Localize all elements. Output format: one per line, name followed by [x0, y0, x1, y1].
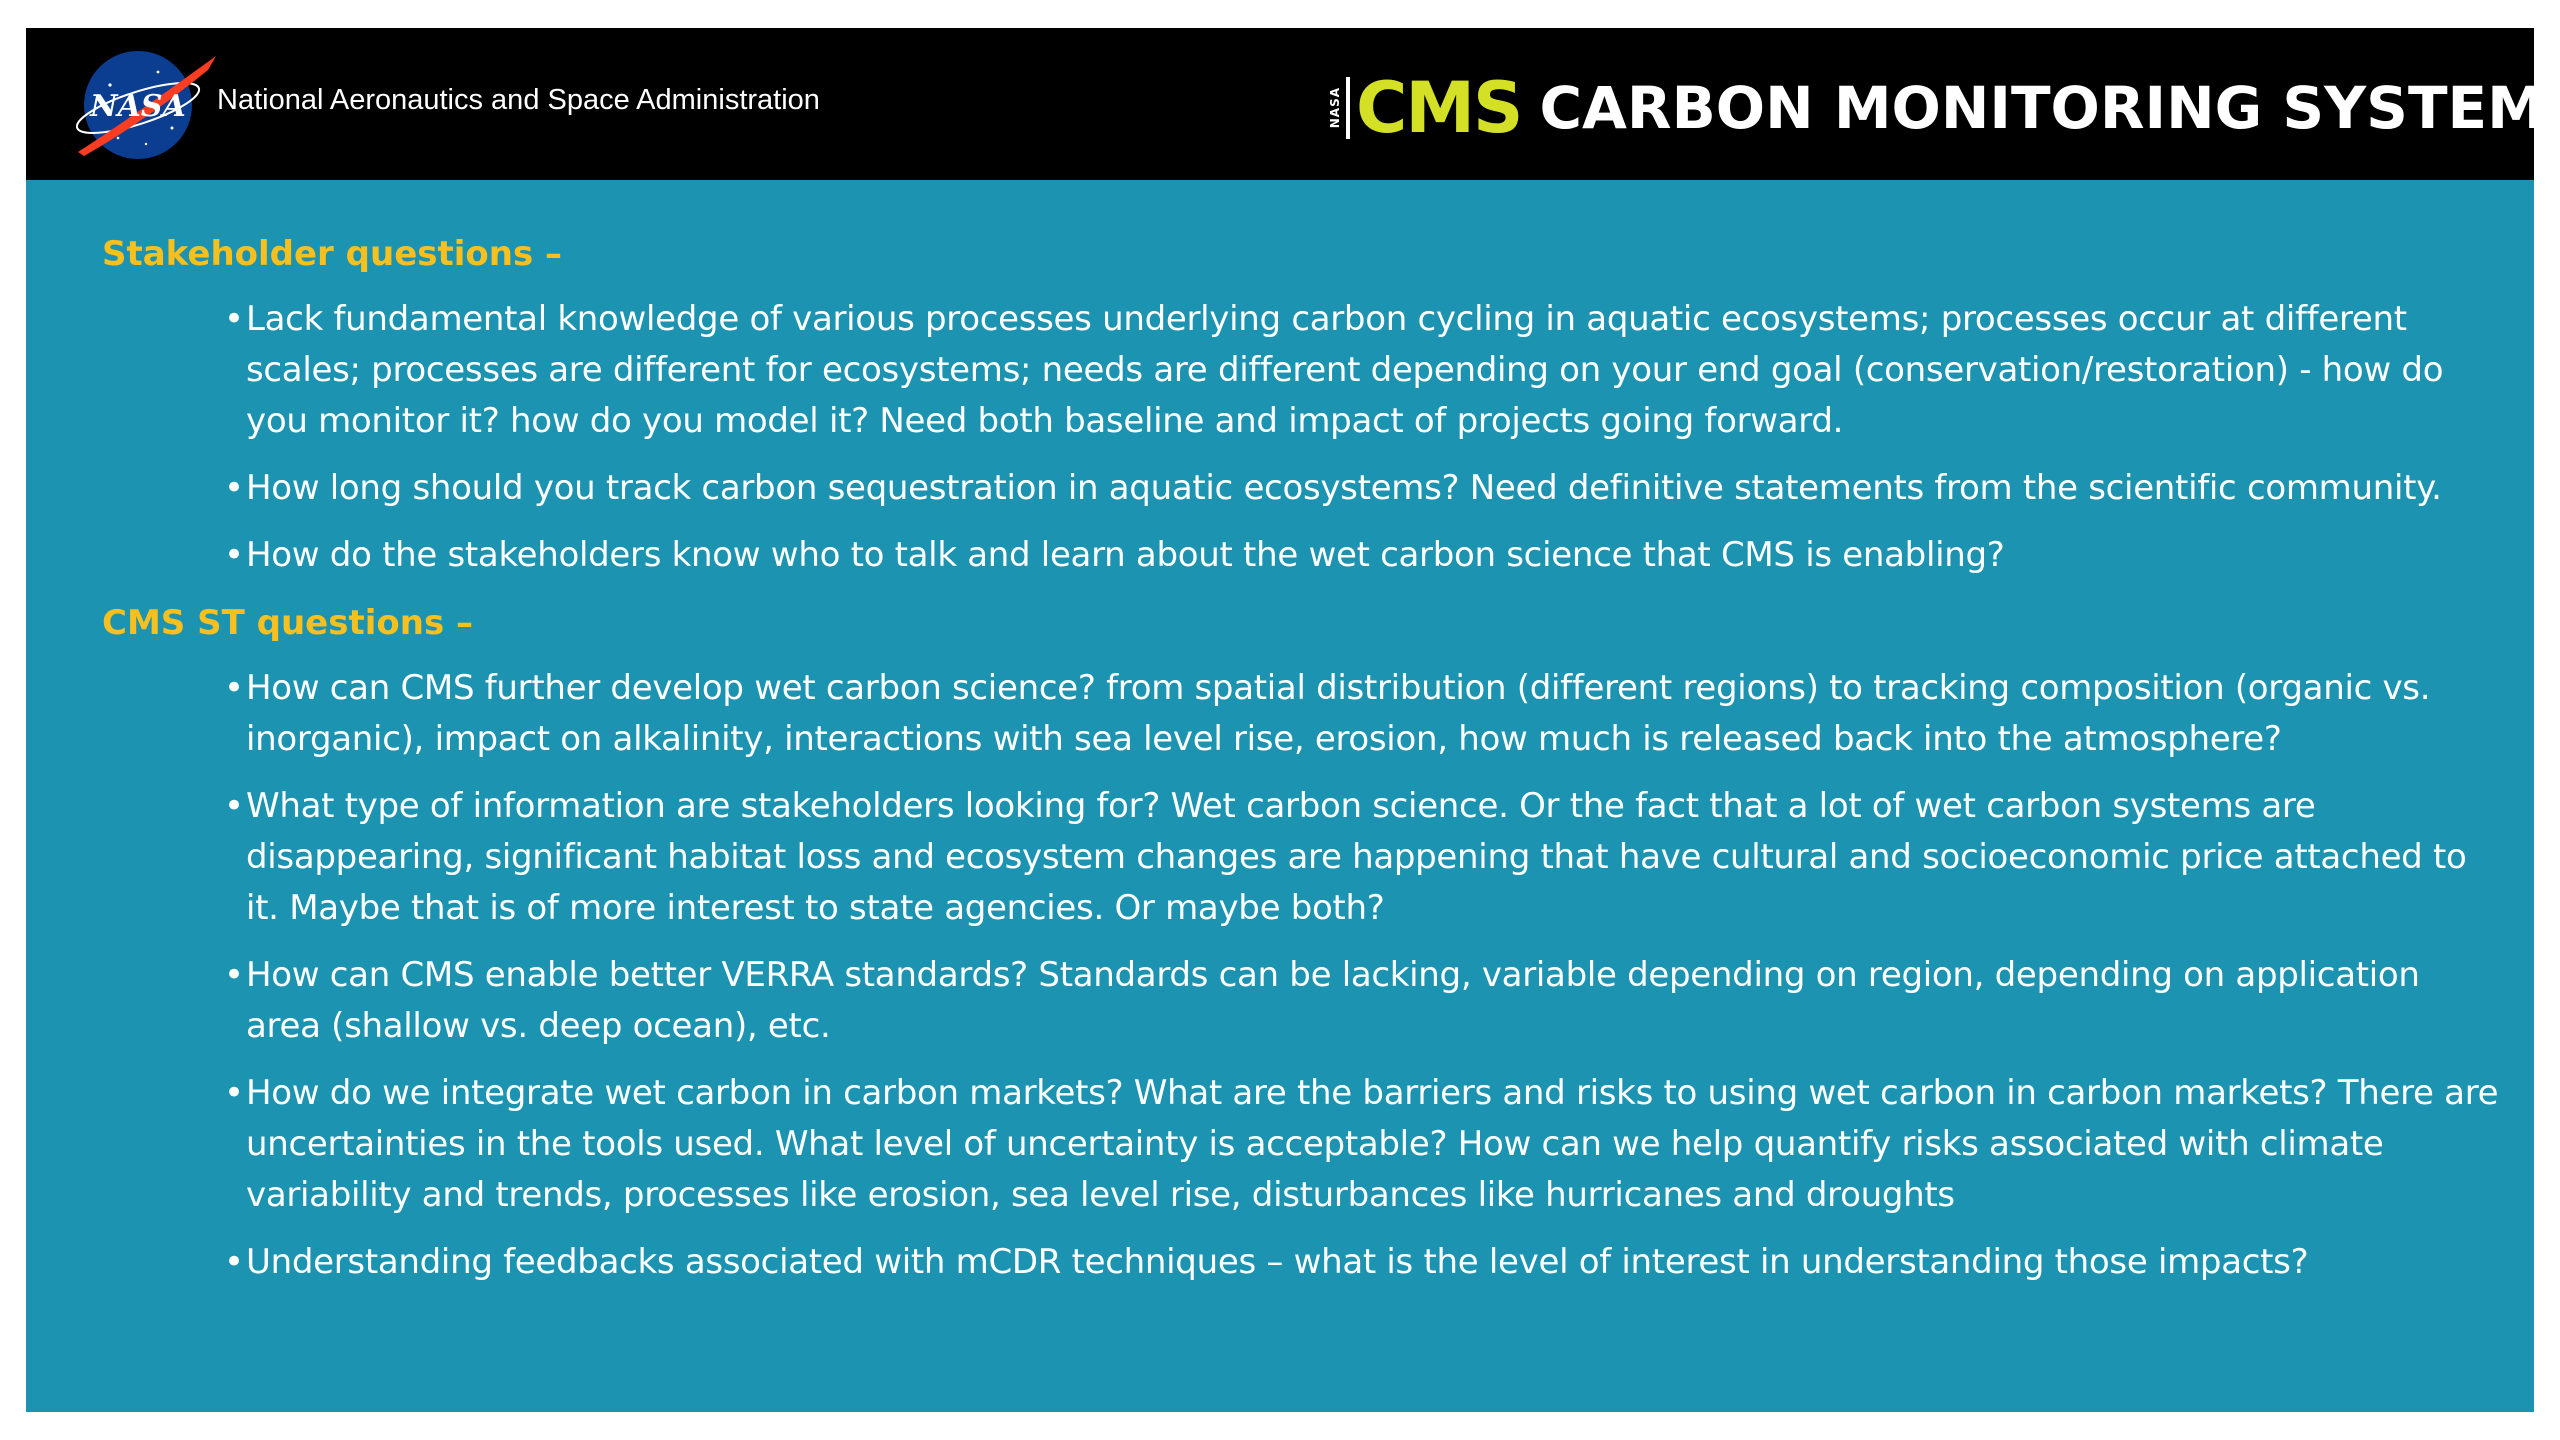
section-heading-cms-st: CMS ST questions – [102, 603, 474, 643]
cms-brand [1328, 58, 2545, 158]
bullet-dot-icon: • [224, 668, 244, 708]
brand-divider [1346, 77, 1350, 139]
list-item [102, 463, 2502, 514]
cms-st-bullet-list [102, 663, 2502, 1288]
bullet-text: How can CMS further develop wet carbon science? from spatial distribution (different regions) to tracking composition (organic vs. inorganic), impact on alkalinity, interactions with sea level rise, erosion, how much is released back into the atmosphere? [246, 668, 2431, 759]
slide-content [102, 228, 2502, 1304]
brand-full-name: CARBON MONITORING SYSTEM [1539, 74, 2545, 142]
list-item [102, 950, 2502, 1052]
list-item [102, 663, 2502, 765]
bullet-dot-icon: • [224, 955, 244, 995]
list-item [102, 781, 2502, 934]
bullet-dot-icon: • [224, 1073, 244, 1113]
list-item [102, 1068, 2502, 1221]
section-heading-stakeholder: Stakeholder questions – [102, 234, 563, 274]
bullet-text: How can CMS enable better VERRA standards? Standards can be lacking, variable depending on region, depending on application area (shallow vs. deep ocean), etc. [246, 955, 2420, 1046]
bullet-dot-icon: • [224, 786, 244, 826]
nasa-logo-icon [48, 40, 228, 170]
bullet-text: Lack fundamental knowledge of various processes underlying carbon cycling in aquatic ecosystems; processes occur at different scales; processes are different for ecosystems; needs are different depending on your end goal (conservation/restoration) - how do you monitor it? how do you model it? Need both baseline and impact of projects going forward. [246, 299, 2444, 441]
bullet-text: How do we integrate wet carbon in carbon markets? What are the barriers and risks to using wet carbon in carbon markets? There are uncertainties in the tools used. What level of uncertainty is acceptable? How can we help quantify risks associated with climate variability and trends, processes like erosion, sea level rise, disturbances like hurricanes and droughts [246, 1073, 2499, 1215]
bullet-text: How do the stakeholders know who to talk and learn about the wet carbon science that CMS is enabling? [246, 535, 2005, 575]
slide [26, 28, 2545, 1412]
bullet-text: Understanding feedbacks associated with mCDR techniques – what is the level of interest in understanding those impacts? [246, 1242, 2309, 1282]
brand-acronym: CMS [1356, 67, 1522, 149]
list-item [102, 1237, 2502, 1288]
bullet-text: What type of information are stakeholders looking for? Wet carbon science. Or the fact that a lot of wet carbon systems are disappearing, significant habitat loss and ecosystem changes are happening that have cultural and socioeconomic price attached to it. Maybe that is of more interest to state agencies. Or maybe both? [246, 786, 2467, 928]
bullet-text: How long should you track carbon sequestration in aquatic ecosystems? Need definitive statements from the scientific community. [246, 468, 2442, 508]
stakeholder-bullet-list [102, 294, 2502, 581]
brand-vertical-label: NASA [1328, 87, 1342, 129]
nasa-logo-text: NASA [90, 89, 186, 124]
list-item [102, 530, 2502, 581]
agency-name: National Aeronautics and Space Administration [217, 84, 820, 116]
bullet-dot-icon: • [224, 299, 244, 339]
bullet-dot-icon: • [224, 1242, 244, 1282]
bullet-dot-icon: • [224, 468, 244, 508]
header-bar [26, 28, 2545, 180]
list-item [102, 294, 2502, 447]
bullet-dot-icon: • [224, 535, 244, 575]
